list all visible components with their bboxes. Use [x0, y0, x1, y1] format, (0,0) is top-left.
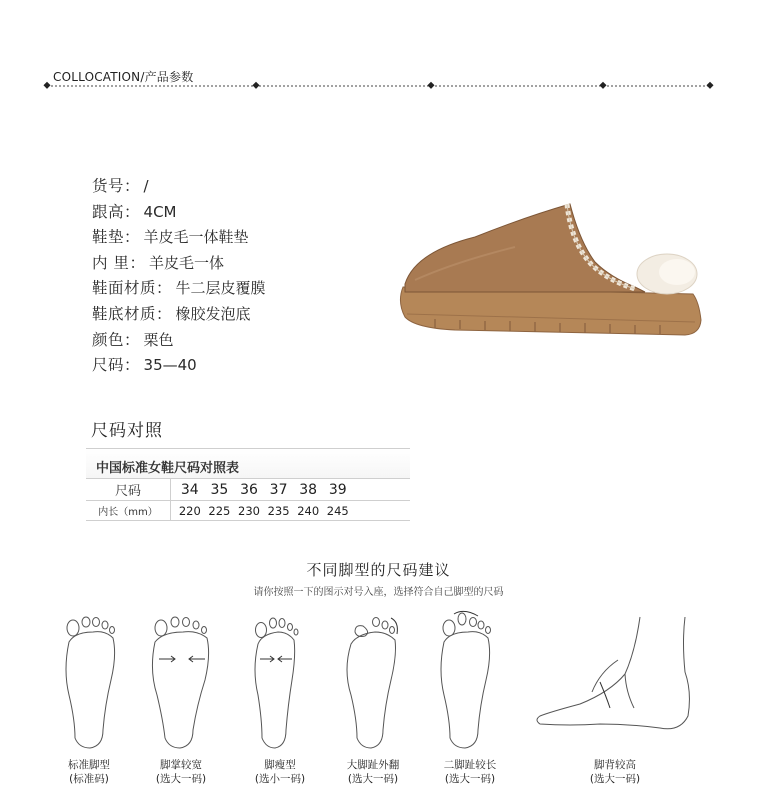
foot-type-note: (选大一码): [589, 773, 641, 785]
foot-type-note: (选小一码): [254, 773, 306, 785]
spec-separator: ：: [156, 304, 172, 323]
spec-label: 颜色: [92, 330, 125, 349]
length-cell: 245: [326, 503, 349, 518]
length-cell: 220: [178, 503, 201, 518]
foot-type-label: [560, 758, 670, 786]
spec-value: 羊皮毛一体鞋垫: [143, 228, 249, 247]
size-cell: 39: [328, 481, 347, 498]
spec-value: 栗色: [143, 330, 174, 349]
foot-type-label: [126, 758, 236, 786]
table-row: [86, 479, 410, 501]
spec-label: 鞋垫: [92, 228, 125, 247]
spec-separator: ：: [124, 330, 140, 349]
foot-type-note: (选大一码): [155, 773, 207, 785]
spec-row: [92, 174, 266, 200]
spec-value: 牛二层皮覆膜: [175, 279, 266, 298]
product-specs: [92, 174, 266, 379]
length-cell: 230: [238, 503, 260, 518]
header-divider: [47, 85, 710, 87]
row-header: 内长（mm）: [86, 501, 171, 520]
spec-value: 4CM: [143, 202, 177, 221]
foot-type-name: 大脚趾外翻: [346, 759, 400, 771]
spec-separator: ：: [124, 202, 140, 221]
spec-value: 35—40: [143, 356, 197, 375]
foot-type-note: (选大一码): [347, 773, 399, 785]
row-header: 尺码: [86, 479, 171, 500]
foot-guide-title: 不同脚型的尺码建议: [306, 561, 451, 579]
spec-row: [92, 353, 266, 379]
bunion-foot-icon: [325, 610, 415, 750]
section-title: COLLOCATION/产品参数: [53, 70, 194, 84]
size-chart-table: [86, 448, 410, 521]
table-row: [86, 501, 410, 521]
spec-row: [92, 302, 266, 328]
high-instep-foot-icon: [530, 612, 705, 742]
size-table-title: 中国标准女鞋尺码对照表: [86, 448, 410, 479]
spec-label: 货号: [92, 177, 125, 195]
foot-type-name: 脚背较高: [594, 759, 636, 771]
spec-label: 鞋底材质: [92, 304, 157, 323]
spec-separator: ：: [129, 253, 145, 272]
foot-type-name: 标准脚型: [68, 759, 110, 771]
size-chart-heading: 尺码对照: [91, 421, 163, 441]
spec-value: 羊皮毛一体: [148, 253, 224, 272]
wide-foot-icon: [135, 610, 225, 750]
spec-label: 内 里: [92, 253, 130, 272]
size-cell: 34: [180, 481, 199, 498]
spec-row: [92, 225, 266, 251]
spec-separator: ：: [124, 177, 140, 195]
spec-separator: ：: [124, 356, 140, 375]
spec-row: [92, 328, 266, 354]
spec-label: 跟高: [92, 202, 125, 221]
long-second-toe-icon: [420, 610, 510, 750]
foot-type-name: 脚掌较宽: [160, 759, 202, 771]
spec-row: [92, 200, 266, 226]
foot-type-name: 脚瘦型: [264, 759, 296, 771]
spec-label: 鞋面材质: [92, 279, 157, 298]
standard-foot-icon: [45, 610, 135, 750]
spec-row: [92, 251, 266, 277]
spec-row: [92, 276, 266, 302]
length-cell: 225: [208, 503, 231, 518]
foot-type-name: 二脚趾较长: [443, 759, 497, 771]
length-cell: 240: [297, 503, 320, 518]
narrow-foot-icon: [230, 610, 320, 750]
spec-label: 尺码: [92, 356, 125, 375]
length-cell: 235: [267, 503, 290, 518]
spec-separator: ：: [156, 279, 172, 298]
size-cell: 38: [299, 481, 318, 498]
size-cell: 37: [269, 481, 288, 498]
size-cell: 35: [210, 481, 229, 498]
foot-guide-subtitle: 请你按照一下的图示对号入座，选择符合自己脚型的尺码: [253, 587, 504, 598]
foot-type-note: (标准码): [69, 773, 109, 785]
foot-type-label: [415, 758, 525, 786]
spec-value: /: [143, 177, 149, 195]
foot-type-label: [318, 758, 428, 786]
spec-value: 橡胶发泡底: [175, 304, 251, 323]
spec-separator: ：: [124, 228, 140, 247]
foot-type-note: (选大一码): [444, 773, 496, 785]
size-cell: 36: [240, 481, 258, 498]
product-shoe-image: [395, 192, 710, 347]
